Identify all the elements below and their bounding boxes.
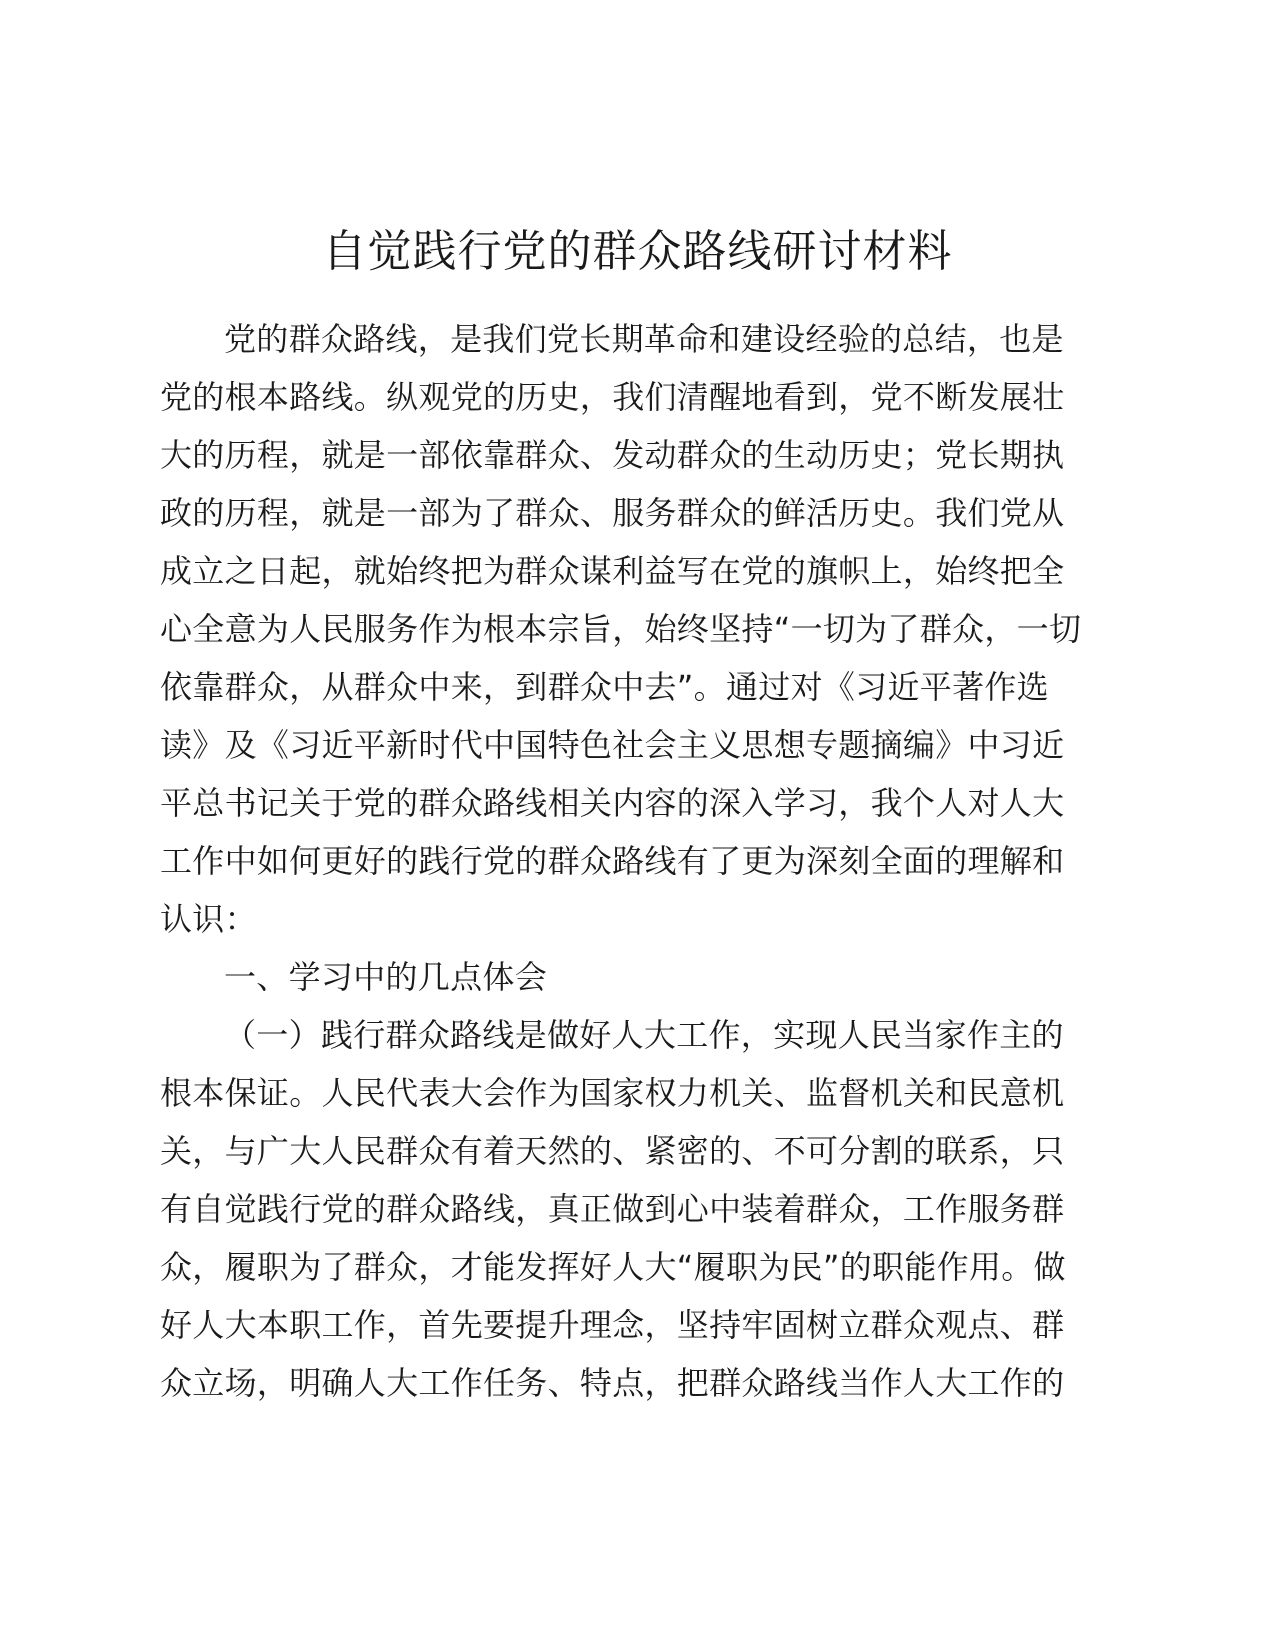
body-line: 工作中如何更好的践行党的群众路线有了更为深刻全面的理解和 (160, 842, 1065, 880)
body-line: 认识： (160, 900, 257, 938)
body-line: 依靠群众，从群众中来，到群众中去”。通过对《习近平著作选 (160, 668, 1049, 706)
document-title: 自觉践行党的群众路线研讨材料 (322, 226, 953, 277)
body-line: 关，与广大人民群众有着天然的、紧密的、不可分割的联系，只 (160, 1132, 1065, 1170)
body-line: 大的历程，就是一部依靠群众、发动群众的生动历史；党长期执 (160, 436, 1065, 474)
body-line: （一）践行群众路线是做好人大工作，实现人民当家作主的 (224, 1016, 1064, 1054)
body-line: 政的历程，就是一部为了群众、服务群众的鲜活历史。我们党从 (160, 494, 1065, 532)
body-line: 众，履职为了群众，才能发挥好人大“履职为民”的职能作用。做 (160, 1248, 1066, 1286)
document-body (160, 310, 1100, 1412)
body-line: 众立场，明确人大工作任务、特点，把群众路线当作人大工作的 (160, 1364, 1065, 1402)
section-heading: 一、学习中的几点体会 (224, 958, 548, 996)
body-line: 好人大本职工作，首先要提升理念，坚持牢固树立群众观点、群 (160, 1306, 1065, 1344)
body-line: 成立之日起，就始终把为群众谋利益写在党的旗帜上，始终把全 (160, 552, 1065, 590)
body-line: 党的根本路线。纵观党的历史，我们清醒地看到，党不断发展壮 (160, 378, 1065, 416)
body-line: 党的群众路线，是我们党长期革命和建设经验的总结，也是 (224, 320, 1064, 358)
body-line: 心全意为人民服务作为根本宗旨，始终坚持“一切为了群众，一切 (160, 610, 1082, 648)
body-line: 根本保证。人民代表大会作为国家权力机关、监督机关和民意机 (160, 1074, 1065, 1112)
body-line: 平总书记关于党的群众路线相关内容的深入学习，我个人对人大 (160, 784, 1065, 822)
body-line: 读》及《习近平新时代中国特色社会主义思想专题摘编》中习近 (160, 726, 1065, 764)
body-line: 有自觉践行党的群众路线，真正做到心中装着群众，工作服务群 (160, 1190, 1065, 1228)
